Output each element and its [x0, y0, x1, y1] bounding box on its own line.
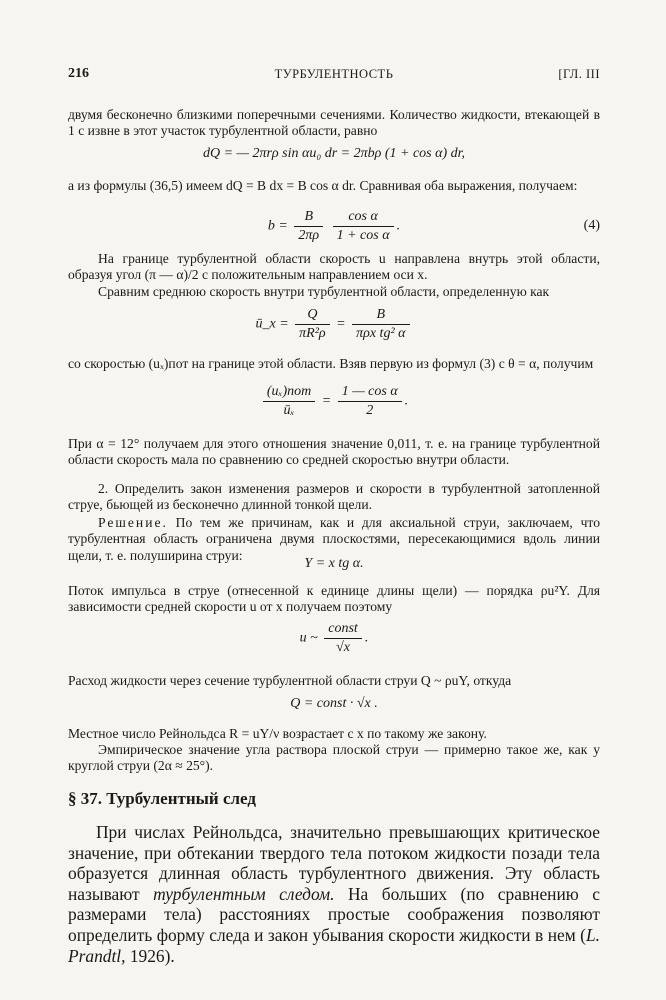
paragraph: При α = 12° получаем для этого отношения значение 0,011, т. е. на границе турбулентной области скорость мала по сравнению со средней скоростью внутри области.: [68, 436, 600, 468]
equation-mean-velocity: ū_x = $\frac{Q}{\text{πR²ρ}}$ = $\frac{B}{\text{πρx tg² α}}$: [68, 306, 600, 343]
paragraph: Местное число Рейнольдса R = uY/ν возрастает с x по такому же закону.: [68, 726, 487, 741]
section-heading: § 37. Турбулентный след: [68, 789, 256, 808]
paragraph: На границе турбулентной области скорость u направлена внутрь этой области, образуя угол (π — α)/2 с положительным направлением оси x.: [68, 251, 600, 283]
equation-number: (4): [583, 218, 600, 233]
page-header: [68, 66, 600, 86]
section-paragraph: При числах Рейнольдса, значительно превышающих критическое значение, при обтекании твердого тела потоком жидкости позади тела образуется длинная область турбулентного движения. Эту область называют турбулентным следом. На больших (по сравнению с размерами тела) расстояниях простые соображения позволяют определить форму следа и закон убывания скорости жидкости в нем (L. Prandtl, 1926).: [68, 822, 600, 966]
running-title: ТУРБУЛЕНТНОСТЬ: [274, 67, 394, 81]
paragraph: Сравним среднюю скорость внутри турбулентной области, определенную как: [98, 284, 550, 299]
paragraph: Поток импульса в струе (отнесенной к единице длины щели) — порядка ρu²Y. Для зависимости средней скорости u от x получаем поэтому: [68, 583, 600, 615]
equation-4: b = $\frac{B}{2\pi\rho}$ $\frac{\text{cos α}}{\text{1 + cos α}}$ . (4): [267, 209, 600, 243]
solution-paragraph: Решение. По тем же причинам, как и для аксиальной струи, заключаем, что турбулентная область ограничена двумя плоскостями, пересекающимися вдоль линии щели, т. е. полуширина струи:: [68, 515, 600, 563]
equation-half-width: Y = x tg α.: [304, 556, 364, 571]
paragraph: двумя бесконечно близкими поперечными сечениями. Количество жидкости, втекающей в 1 с извне в этот участок турбулентной области, равно: [68, 107, 600, 139]
paragraph: Эмпирическое значение угла раствора плоской струи — примерно такое же, как у круглой струи (2α ≈ 25°).: [68, 742, 600, 774]
equation-dq: dQ = — 2πrρ sin αu₀ dr = 2πbρ (1 + cos α) dr,: [202, 146, 466, 161]
equation-ratio: $\frac{\text{(uₓ)пот}}{\text{ūₓ}}$ = $\frac{\text{1 — cos α}}{2}$ .: [68, 383, 600, 420]
page-number: 216: [68, 66, 89, 81]
equation-velocity-law: u ~ $\frac{\text{const}}{√x}$ .: [299, 621, 369, 655]
paragraph: со скоростью (uₓ)пот на границе этой области. Взяв первую из формул (3) с θ = α, получим: [68, 356, 594, 371]
problem-statement: 2. Определить закон изменения размеров и скорости в турбулентной затопленной струе, бьющей из бесконечно длинной тонкой щели.: [68, 481, 600, 513]
chapter-label: [ГЛ. III: [558, 67, 600, 81]
paragraph: а из формулы (36,5) имеем dQ = B dx = B cos α dr. Сравнивая оба выражения, получаем:: [68, 178, 578, 193]
equation-discharge: Q = const · √x .: [290, 696, 378, 711]
paragraph: Расход жидкости через сечение турбулентной области струи Q ~ ρuY, откуда: [68, 673, 512, 688]
